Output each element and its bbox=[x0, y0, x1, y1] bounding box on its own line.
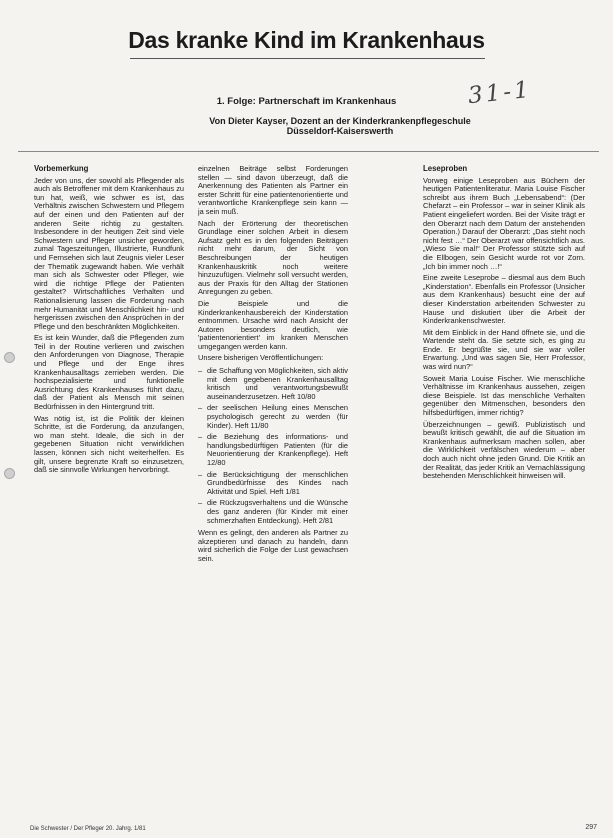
paragraph: einzelnen Beiträge selbst Forderungen stellen — sind davon überzeugt, daß die Anerkennung des Patienten als Partner ein erster Schritt für eine patientenorientierte und verantwortliche Krankenpflege sein kann — ja sein muß. bbox=[198, 165, 348, 216]
column-middle bbox=[198, 165, 348, 825]
paragraph: Nach der Erörterung der theoretischen Grundlage einer solchen Arbeit in diesem Aufsatz geht es in den folgenden Beiträgen nicht mehr darum, der Sicht von Beschreibungen der heutigen Krankenhauskritik noch weitere hinzuzufügen. Vielmehr soll versucht werden, aus der Praxis für den Alltag der Stationen Anregungen zu geben. bbox=[198, 218, 348, 297]
section-heading: Vorbemerkung bbox=[34, 165, 89, 173]
list-item: – die Rückzugsverhaltens und die Wünsche des ganz anderen (für Kinder mit einer schmerzhaften Entdeckung). Heft 2/81 bbox=[207, 499, 348, 525]
section-rule bbox=[18, 151, 599, 152]
article-subtitle: 1. Folge: Partnerschaft im Krankenhaus bbox=[216, 96, 397, 107]
paragraph: Mit dem Einblick in der Hand öffnete sie, und die Wartende steht da. Sie setzte sich, es ging zu Ende. Er begrüßte sie, und sie war voller Erwartung. „Und was sagen Sie, Herr Professor, was wird nun?“ bbox=[423, 327, 585, 372]
list-item: – die Berücksichtigung der menschlichen Grundbedürfnisse des Kindes nach Aktivität und Spiel. Heft 1/81 bbox=[207, 471, 348, 497]
author-location: Düsseldorf-Kaiserswerth bbox=[286, 126, 394, 136]
punch-hole-icon bbox=[4, 352, 15, 363]
column-right bbox=[423, 165, 585, 825]
paragraph: Die Beispiele und die Kinderkrankenhausbereich der Kinderstation entnommen. Ursache wird nach Ansicht der Autoren besonders deutlich, wie 'patientenorientiert' im kranken Menschen umgegangen werden kann. bbox=[198, 298, 348, 351]
list-item: – die Schaffung von Möglichkeiten, sich aktiv mit dem gegebenen Krankenhausalltag kritisch und verantwortungsbewußt auseinanderzusetzen. Heft 10/80 bbox=[207, 367, 348, 401]
journal-footer: Die Schwester / Der Pfleger 20. Jahrg. 1/81 bbox=[30, 826, 146, 832]
paragraph: Was nötig ist, ist die Politik der kleinen Schritte, ist die Forderung, da anzufangen, wo man steht. Ideale, die sich in der gegebenen Situation nicht verwirklichen lassen, können sich nicht weiterhelfen. Es gilt, unsere begrenzte Kraft so einzusetzen, daß sie sinnvolle Wirkungen hervorbringt. bbox=[34, 413, 184, 475]
list-item: – die Beziehung des informations- und handlungsbedürftigen Patienten (für die Neuorientierung der Krankenpflege). Heft 12/80 bbox=[207, 433, 348, 467]
section-heading: Leseproben bbox=[423, 165, 468, 173]
paragraph: Unsere bisherigen Veröffentlichungen: bbox=[198, 353, 324, 363]
column-left bbox=[34, 165, 184, 825]
page-number: 297 bbox=[585, 824, 597, 831]
paragraph: Soweit Maria Louise Fischer. Wie menschliche Verhältnisse im Krankenhaus aussehen, zeigen diese Beispiele. Ist das menschliche Verhalten gegenüber den Mitmenschen, besonders den hilfsbedürftigen, immer richtig? bbox=[423, 373, 585, 418]
paragraph: Jeder von uns, der sowohl als Pflegender als auch als Betroffener mit dem Krankenhaus zu tun hat, weiß, wie schwer es ist, das Verhältnis zwischen Schwestern und Pflegern auf der einen und den Patienten auf der anderen Seite richtig zu gestalten. Insbesondere in der heutigen Zeit sind viele Schwestern und Pfleger unsicher geworden, zumal Tageszeitungen, Illustrierte, Rundfunk und Fernsehen sich laut Zeugnis vieler Leser der Thematik zugewandt haben. Wie verhält man sich als Schwester oder Pfleger, wie wird die richtige Pflege der Patienten gestaltet? Wirtschaftliches Verhalten und Rationalisierung lassen die Forderung nach mehr Humanität und Menschlichkeit hin- und hergerissen zwischen den Ansprüchen in der Pflege und den beschränkten Möglichkeiten. bbox=[34, 175, 184, 331]
handwritten-note: 31-1 bbox=[466, 76, 533, 110]
paragraph: Wenn es gelingt, den anderen als Partner zu akzeptieren und danach zu handeln, dann wird sicherlich die Folge der Lust gewachsen sein. bbox=[198, 528, 348, 563]
punch-hole-icon bbox=[4, 468, 15, 479]
paragraph: Eine zweite Leseprobe – diesmal aus dem Buch „Kinderstation“. Ebenfalls ein Professor (Unsicher aus dem Krankenhaus) besucht eine der auf dieser Kinderstation arbeitenden Schwester zu Hause und diskutiert über die Arbeit der Kinderkrankenschwester. bbox=[423, 273, 585, 326]
paragraph: Vorweg einige Leseproben aus Büchern der heutigen Patientenliteratur. Maria Louise Fischer schreibt aus ihrem Buch „Lebensabend“: (Der Chefarzt – ein Professor – war in seiner Klinik als Patient eingeliefert worden. Bei der Visite trägt er den Oberarzt nach dem Datum der anstehenden Operation.) Darauf der Oberarzt: „Das steht noch nicht fest …“ Der Oberarzt war offensichtlich aus. „Wieso Sie mal!“ Der Professor stützte sich auf die Ellbogen, sein Gesicht wurde rot vor Zorn. „Ich bin immer noch …!“ bbox=[423, 175, 585, 271]
title-rule bbox=[130, 58, 485, 59]
list-item: – der seelischen Heilung eines Menschen psychologisch gerecht zu werden (für Kinder). Heft 11/80 bbox=[207, 404, 348, 430]
paragraph: Es ist kein Wunder, daß die Pflegenden zum Teil in der Routine verlieren und zwischen den Anforderungen von Diagnose, Therapie und Pflege und der Enge ihres Krankenhausalltags zerrieben werden. Die hochspezialisierte und funktionelle Ausrichtung des Krankenhauses führt dazu, daß der Patient als Mensch mit seinen Bedürfnissen in den Hintergrund tritt. bbox=[34, 333, 184, 412]
author-line: Von Dieter Kayser, Dozent an der Kinderkrankenpflegeschule bbox=[209, 116, 471, 126]
paragraph: Überzeichnungen – gewiß. Publizistisch und bewußt kritisch gewählt, die auf die Situation im Krankenhaus aufmerksam machen sollen, aber die Wirklichkeit verfälschen wiederum – aber doch auch nicht ohne jeden Grund. Die Kritik an der Realität, das jeder Kritik an Vernachlässigung bestehenden Menschlichkeit hinweisen will. bbox=[423, 419, 585, 481]
article-title: Das kranke Kind im Krankenhaus bbox=[128, 27, 485, 53]
series-list bbox=[198, 367, 348, 525]
